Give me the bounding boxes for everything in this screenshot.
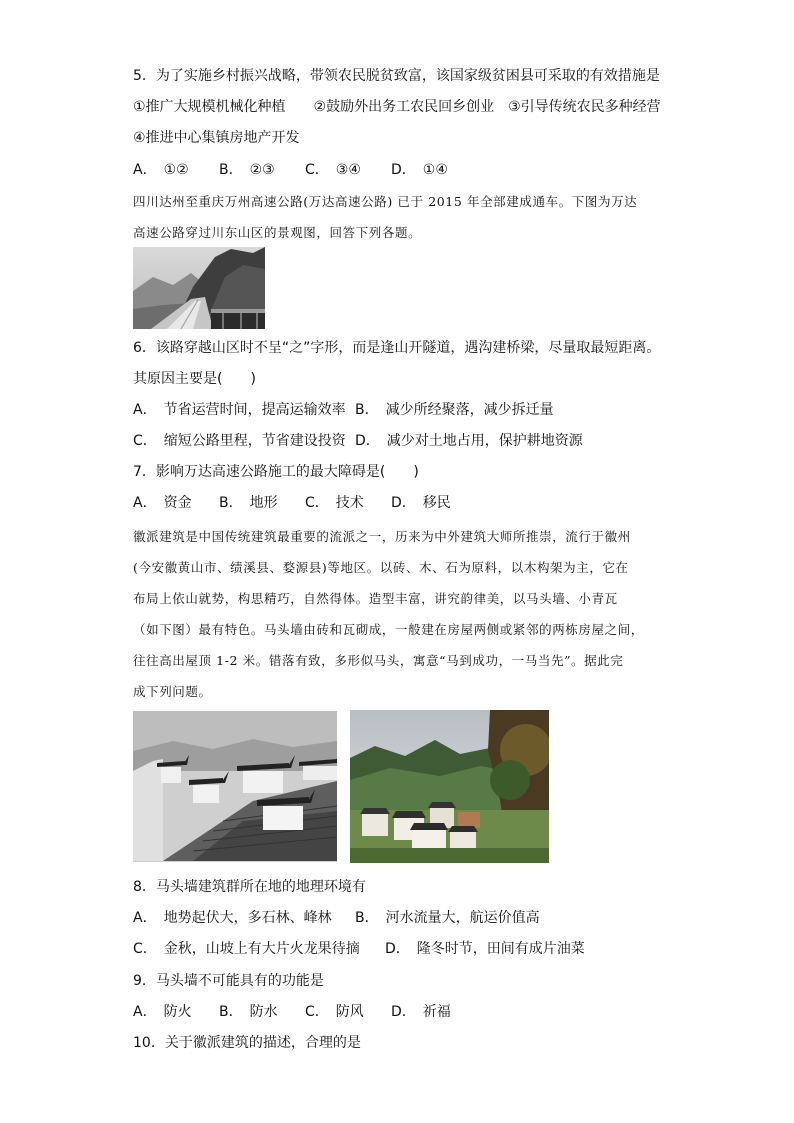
q8-option-b: B． 河水流量大，航运价值高 [355, 910, 540, 926]
q9-option-d: D． 祈福 [391, 1004, 451, 1020]
passage2-line2: (今安徽黄山市、绩溪县、婺源县)等地区。以砖、木、石为原料，以木构架为主，它在 [133, 560, 629, 575]
q6-option-c: C． 缩短公路里程，节省建设投资 [133, 433, 346, 449]
passage1-line2: 高速公路穿过川东山区的景观图，回答下列各题。 [133, 225, 422, 240]
q6-option-b: B． 减少所经聚落，减少拆迁量 [355, 402, 554, 418]
q10-stem: 10．关于徽派建筑的描述，合理的是 [133, 1035, 361, 1051]
q7-options [133, 494, 451, 512]
q8-option-d: D． 隆冬时节，田间有成片油菜 [385, 941, 585, 957]
q6-stem-line2: 其原因主要是( ) [133, 371, 256, 387]
q7-option-b: B． 地形 [219, 495, 278, 511]
q5-options [133, 161, 448, 179]
q5-stem: 5．为了实施乡村振兴战略，带领农民脱贫致富，该国家级贫困县可采取的有效措施是 [133, 68, 660, 84]
horse-head-wall-photo [133, 711, 337, 862]
q5-option-c: C． ③④ [305, 162, 361, 178]
q6-option-d: D． 减少对土地占用，保护耕地资源 [355, 433, 583, 449]
passage1-line1: 四川达州至重庆万州高速公路(万达高速公路) 已于 2015 年全部建成通车。下图为万达 [133, 194, 638, 209]
q6-options-row2 [133, 432, 583, 450]
q5-items-line1: ①推广大规模机械化种植 ②鼓励外出务工农民回乡创业 ③引导传统农民多种经营 [133, 99, 661, 115]
village-landscape-photo [350, 710, 549, 863]
q5-items-line2: ④推进中心集镇房地产开发 [133, 130, 300, 146]
passage2-line3: 布局上依山就势，构思精巧，自然得体。造型丰富，讲究韵律美，以马头墙、小青瓦 [133, 591, 618, 606]
q8-options-row2 [133, 940, 585, 958]
q9-options [133, 1003, 451, 1021]
q7-stem: 7．影响万达高速公路施工的最大障碍是( ) [133, 464, 419, 480]
q9-option-c: C． 防风 [305, 1004, 364, 1020]
q7-option-c: C． 技术 [305, 495, 364, 511]
q8-stem: 8．马头墙建筑群所在地的地理环境有 [133, 879, 366, 895]
q8-option-c: C． 金秋，山坡上有大片火龙果待摘 [133, 941, 360, 957]
q5-option-b: B． ②③ [219, 162, 275, 178]
q6-stem-line1: 6．该路穿越山区时不呈“之”字形，而是逢山开隧道，遇沟建桥梁，尽量取最短距离。 [133, 340, 661, 356]
passage2-line4: （如下图）最有特色。马头墙由砖和瓦砌成，一般建在房屋两侧或紧邻的两栋房屋之间， [133, 622, 644, 637]
q7-option-d: D． 移民 [391, 495, 451, 511]
q5-option-a: A． ①② [133, 162, 189, 178]
q6-option-a: A． 节省运营时间，提高运输效率 [133, 402, 346, 418]
q9-option-b: B． 防水 [219, 1004, 278, 1020]
q9-option-a: A． 防火 [133, 1004, 192, 1020]
q7-option-a: A． 资金 [133, 495, 192, 511]
q9-stem: 9．马头墙不可能具有的功能是 [133, 973, 324, 989]
q6-options-row1 [133, 401, 554, 419]
q8-options-row1 [133, 909, 540, 927]
q8-option-a: A． 地势起伏大，多石林、峰林 [133, 910, 332, 926]
passage2-line6: 成下列问题。 [133, 684, 212, 699]
q5-option-d: D． ①④ [391, 162, 448, 178]
passage2-line1: 徽派建筑是中国传统建筑最重要的流派之一，历来为中外建筑大师所推崇，流行于徽州 [133, 529, 631, 544]
passage2-line5: 往往高出屋顶 1-2 米。错落有致，多形似马头，寓意“马到成功，一马当先”。据此完 [133, 653, 624, 668]
highway-photo [133, 247, 265, 329]
